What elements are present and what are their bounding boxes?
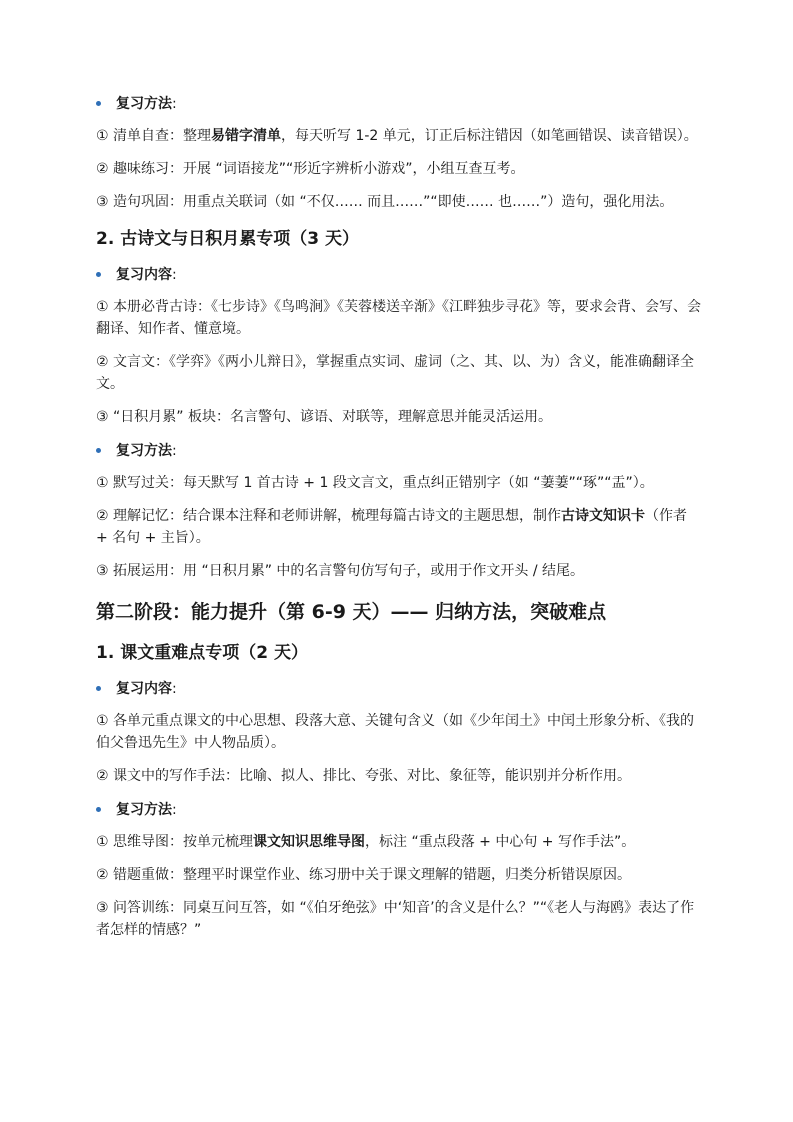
bullet-colon: : (172, 681, 177, 697)
section-heading: 2. 古诗文与日积月累专项（3 天） (96, 229, 359, 249)
item-text: ② 课文中的写作手法：比喻、拟人、排比、夸张、对比、象征等，能识别并分析作用。 (96, 768, 631, 784)
item-text: ① 各单元重点课文的中心思想、段落大意、关键句含义（如《少年闰土》中闰土形象分析、《我的伯父鲁迅先生》中人物品质）。 (96, 713, 694, 751)
bullet-dot-icon (96, 686, 101, 691)
bullet-heading (96, 439, 702, 463)
item-text: （作者 + 名句 + 主旨）。 (96, 508, 687, 546)
bullet-colon: : (172, 267, 177, 283)
bullet-dot-icon (96, 272, 101, 277)
list-item (96, 765, 702, 787)
item-text: ① 清单自查：整理 (96, 128, 212, 144)
list-item (96, 560, 702, 582)
list-item (96, 158, 702, 180)
bullet-dot-icon (96, 448, 101, 453)
bullet-label: 复习内容 (116, 681, 172, 697)
bullet-heading (96, 798, 702, 822)
list-item (96, 191, 702, 213)
item-text: ③ 造句巩固：用重点关联词（如 “不仅…… 而且……”“即使…… 也……”）造句，强化用法。 (96, 194, 674, 210)
list-item (96, 406, 702, 428)
list-item (96, 710, 702, 754)
item-text: ① 思维导图：按单元梳理 (96, 834, 254, 850)
item-text: ② 文言文：《学弈》《两小儿辩日》，掌握重点实词、虚词（之、其、以、为）含义，能准确翻译全文。 (96, 354, 694, 392)
item-text: ① 默写过关：每天默写 1 首古诗 + 1 段文言文，重点纠正错别字（如 “萋萋”“琢”“盂”）。 (96, 475, 654, 491)
item-text: ③ 问答训练：同桌互问互答，如 “《伯牙绝弦》中‘知音’的含义是什么？”“《老人与海鸥》表达了作者怎样的情感？” (96, 900, 695, 938)
emphasis-text: 课文知识思维导图 (253, 834, 366, 850)
bullet-heading (96, 263, 702, 287)
item-text: ① 本册必背古诗：《七步诗》《鸟鸣涧》《芙蓉楼送辛渐》《江畔独步寻花》等，要求会背、会写、会翻译、知作者、懂意境。 (96, 299, 701, 337)
bullet-heading (96, 92, 702, 116)
list-item (96, 897, 702, 941)
bullet-label: 复习方法 (116, 443, 172, 459)
item-text: ② 理解记忆：结合课本注释和老师讲解，梳理每篇古诗文的主题思想，制作 (96, 508, 561, 524)
list-item (96, 472, 702, 494)
emphasis-text: 易错字清单 (211, 128, 282, 144)
bullet-label: 复习方法 (116, 802, 172, 818)
item-text: ，每天听写 1-2 单元，订正后标注错因（如笔画错误、读音错误）。 (281, 128, 698, 144)
list-item (96, 864, 702, 886)
stage-heading: 第二阶段：能力提升（第 6-9 天）—— 归纳方法，突破难点 (96, 601, 607, 623)
list-item (96, 351, 702, 395)
bullet-heading (96, 677, 702, 701)
list-item (96, 831, 702, 853)
bullet-dot-icon (96, 807, 101, 812)
section-heading: 1. 课文重难点专项（2 天） (96, 643, 308, 663)
list-item (96, 505, 702, 549)
bullet-colon: : (172, 96, 177, 112)
item-text: ③ 拓展运用：用 “日积月累” 中的名言警句仿写句子，或用于作文开头 / 结尾。 (96, 563, 585, 579)
item-text: ③ “日积月累” 板块：名言警句、谚语、对联等，理解意思并能灵活运用。 (96, 409, 552, 425)
emphasis-text: 古诗文知识卡 (561, 508, 645, 524)
item-text: ② 趣味练习：开展 “词语接龙”“形近字辨析小游戏”，小组互查互考。 (96, 161, 525, 177)
bullet-label: 复习方法 (116, 96, 172, 112)
item-text: ② 错题重做：整理平时课堂作业、练习册中关于课文理解的错题，归类分析错误原因。 (96, 867, 631, 883)
bullet-colon: : (172, 443, 177, 459)
bullet-label: 复习内容 (116, 267, 172, 283)
list-item (96, 125, 702, 147)
item-text: ，标注 “重点段落 + 中心句 + 写作手法”。 (365, 834, 636, 850)
bullet-dot-icon (96, 101, 101, 106)
list-item (96, 296, 702, 340)
page-content (96, 92, 702, 952)
bullet-colon: : (172, 802, 177, 818)
